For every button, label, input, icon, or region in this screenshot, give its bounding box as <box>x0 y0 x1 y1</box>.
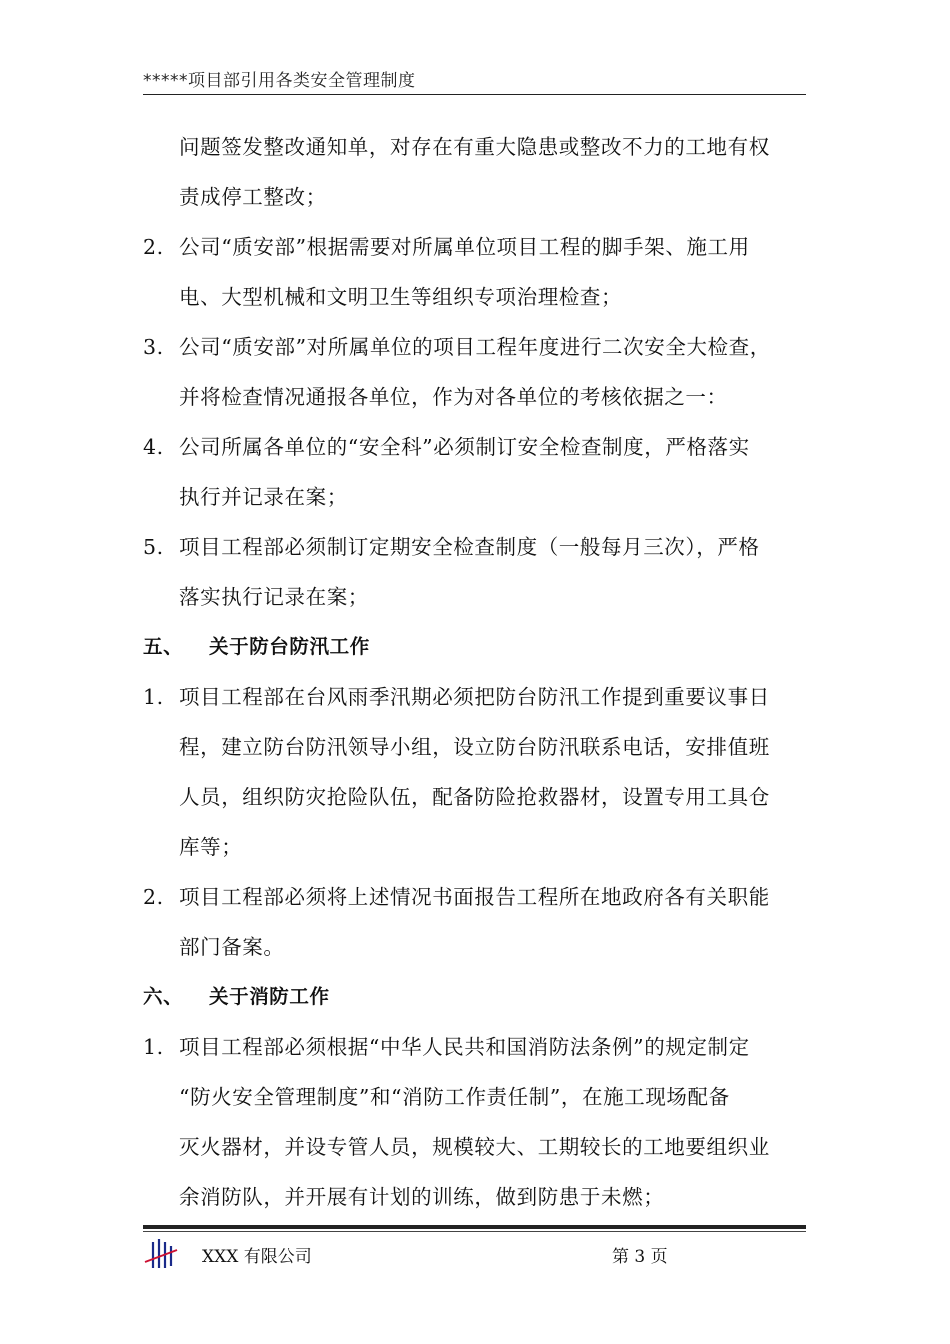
list-item <box>143 422 806 472</box>
list-text-continued: 落实执行记录在案； <box>179 585 369 609</box>
list-text-continued: 部门备案。 <box>179 935 285 959</box>
list-item <box>143 322 806 372</box>
list-text: 公司“质安部”对所属单位的项目工程年度进行二次安全大检查， <box>179 335 771 359</box>
header-title: *****项目部引用各类安全管理制度 <box>143 71 416 91</box>
continued-text-line: 责成停工整改； <box>179 185 327 209</box>
list-text-continued: 电、大型机械和文明卫生等组织专项治理检查； <box>179 285 623 309</box>
company-logo-icon <box>143 1236 179 1272</box>
footer-rule-thin <box>143 1231 806 1232</box>
list-text-continued: 执行并记录在案； <box>179 485 348 509</box>
continued-text-line: 问题签发整改通知单，对存在有重大隐患或整改不力的工地有权 <box>179 135 770 159</box>
list-number: 2. <box>143 885 164 909</box>
page-header <box>143 68 806 95</box>
list-text-continued: 程，建立防台防汛领导小组，设立防台防汛联系电话，安排值班 <box>179 735 770 759</box>
document-body <box>143 122 806 1222</box>
footer-company-name: XXX 有限公司 <box>202 1247 312 1267</box>
list-number: 2. <box>143 235 164 259</box>
list-item <box>143 522 806 572</box>
list-number: 5. <box>143 535 164 559</box>
section-title: 关于消防工作 <box>209 985 330 1008</box>
section-number: 五、 <box>143 635 184 658</box>
list-number: 1. <box>143 685 164 709</box>
list-text: 项目工程部在台风雨季汛期必须把防台防汛工作提到重要议事日 <box>179 685 770 709</box>
list-text-continued: “防火安全管理制度”和“消防工作责任制”，在施工现场配备 <box>179 1085 730 1109</box>
list-text: 公司“质安部”根据需要对所属单位项目工程的脚手架、施工用 <box>179 235 750 259</box>
section-heading-5 <box>143 622 806 672</box>
section-heading-6 <box>143 972 806 1022</box>
list-text-continued: 库等； <box>179 835 243 859</box>
list-item <box>143 872 806 922</box>
list-item <box>143 1022 806 1072</box>
list-text-continued: 灭火器材，并设专管人员，规模较大、工期较长的工地要组织业 <box>179 1135 770 1159</box>
list-text-continued: 余消防队，并开展有计划的训练，做到防患于未燃； <box>179 1185 665 1209</box>
list-text-continued: 人员，组织防灾抢险队伍，配备防险抢救器材，设置专用工具仓 <box>179 785 770 809</box>
list-number: 4. <box>143 435 164 459</box>
footer-page-number: 第 3 页 <box>612 1247 668 1267</box>
list-number: 1. <box>143 1035 164 1059</box>
list-text-continued: 并将检查情况通报各单位，作为对各单位的考核依据之一： <box>179 385 728 409</box>
section-title: 关于防台防汛工作 <box>209 635 370 658</box>
footer-rule <box>143 1225 806 1229</box>
list-text: 项目工程部必须根据“中华人民共和国消防法条例”的规定制定 <box>179 1035 750 1059</box>
section-number: 六、 <box>143 985 184 1008</box>
list-text: 公司所属各单位的“安全科”必须制订安全检查制度，严格落实 <box>179 435 750 459</box>
list-item <box>143 672 806 722</box>
list-text: 项目工程部必须制订定期安全检查制度（一般每月三次），严格 <box>179 535 760 559</box>
list-number: 3. <box>143 335 164 359</box>
list-item <box>143 222 806 272</box>
list-text: 项目工程部必须将上述情况书面报告工程所在地政府各有关职能 <box>179 885 770 909</box>
